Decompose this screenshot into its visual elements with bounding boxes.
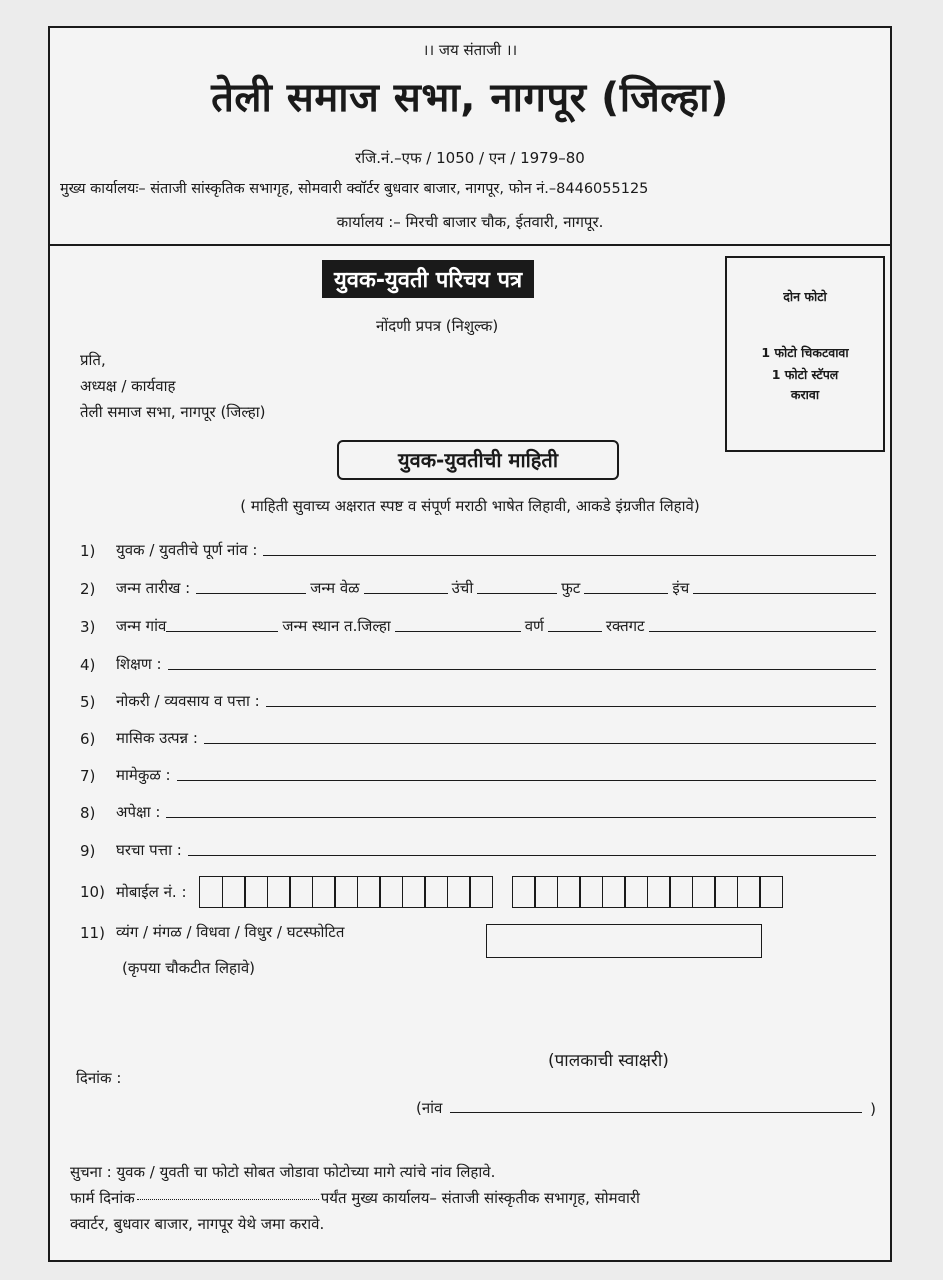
height-inch-input-line[interactable] <box>584 593 668 594</box>
field-label: घरचा पत्ता : <box>116 841 182 859</box>
mobile-digit-box[interactable] <box>692 876 716 908</box>
field-home-address <box>80 838 876 860</box>
mobile-digit-box[interactable] <box>379 876 403 908</box>
guardian-name-row <box>416 1094 876 1118</box>
mobile-digit-box[interactable] <box>714 876 738 908</box>
office-address: कार्यालय :– मिरची बाजार चौक, ईतवारी, नागपूर. <box>336 213 604 231</box>
mobile-digit-box[interactable] <box>222 876 246 908</box>
field-number: 2) <box>80 580 96 598</box>
field-birth-details <box>80 576 876 598</box>
form-until-text: पर्यंत मुख्य कार्यालय– संताजी सांस्कृतीक सभागृह, सोमवारी <box>320 1189 640 1207</box>
registration-form-subtitle: नोंदणी प्रपत्र (निशुल्क) <box>376 317 499 335</box>
complexion-input-line[interactable] <box>548 631 602 632</box>
mobile-digit-box[interactable] <box>557 876 581 908</box>
mobile-digit-box[interactable] <box>447 876 471 908</box>
mobile-digit-box[interactable] <box>512 876 536 908</box>
maternal-family-input-line[interactable] <box>177 780 876 781</box>
height-feet-input-line[interactable] <box>477 593 557 594</box>
form-date-label: फार्म दिनांक <box>70 1189 135 1207</box>
name-open-label: (नांव <box>416 1099 443 1117</box>
birth-time-input-line[interactable] <box>364 593 448 594</box>
field-education <box>80 652 876 674</box>
mobile-box-group-2[interactable] <box>513 876 783 908</box>
org-title: तेली समाज सभा, नागपूर (जिल्हा) <box>211 75 729 121</box>
photo-instruction-2: 1 फोटो स्टॅपल <box>771 367 839 382</box>
marital-status-input-box[interactable] <box>486 924 762 958</box>
instruction-text: ( माहिती सुवाच्य अक्षरात स्पष्ट व संपूर्ण मराठी भाषेत लिहावी, आकडे इंग्रजीत लिहावे) <box>240 497 700 515</box>
mobile-digit-box[interactable] <box>602 876 626 908</box>
field-number: 6) <box>80 730 96 748</box>
field-expectations <box>80 800 876 822</box>
info-section-title: युवक-युवतीची माहिती <box>337 440 619 480</box>
field-number: 4) <box>80 656 96 674</box>
form-date-row <box>70 1188 640 1208</box>
field-number: 8) <box>80 804 96 822</box>
birth-date-label: जन्म तारीख : <box>116 579 191 597</box>
field-occupation <box>80 689 876 711</box>
photo-box[interactable] <box>725 256 885 452</box>
inch-input-line[interactable] <box>693 593 876 594</box>
home-address-input-line[interactable] <box>188 855 876 856</box>
field-label: मासिक उत्पन्न : <box>116 729 198 747</box>
mobile-digit-box[interactable] <box>402 876 426 908</box>
expectations-input-line[interactable] <box>166 817 876 818</box>
mobile-digit-box[interactable] <box>289 876 313 908</box>
date-label: दिनांक : <box>76 1069 122 1087</box>
mobile-digit-box[interactable] <box>534 876 558 908</box>
monthly-income-input-line[interactable] <box>204 743 876 744</box>
photo-instruction-3: करावा <box>790 387 820 402</box>
guardian-name-input-line[interactable] <box>450 1112 862 1113</box>
mobile-digit-box[interactable] <box>244 876 268 908</box>
field-label: व्यंग / मंगळ / विधवा / विधुर / घटस्फोटित <box>116 923 345 941</box>
mobile-digit-box[interactable] <box>312 876 336 908</box>
addressee-role: अध्यक्ष / कार्यवाह <box>80 377 176 395</box>
field-mobile <box>80 874 876 910</box>
field-monthly-income <box>80 726 876 748</box>
field-number: 9) <box>80 842 96 860</box>
mobile-digit-box[interactable] <box>737 876 761 908</box>
blood-group-label: रक्तगट <box>605 617 645 635</box>
inch-label: इंच <box>672 579 690 597</box>
jay-santaji-text: ।। जय संताजी ।। <box>422 41 518 59</box>
photo-instruction-1: 1 फोटो चिकटवावा <box>761 345 849 360</box>
mobile-digit-box[interactable] <box>267 876 291 908</box>
mobile-digit-box[interactable] <box>357 876 381 908</box>
mobile-digit-box[interactable] <box>469 876 493 908</box>
field-number: 10) <box>80 883 105 901</box>
mobile-digit-box[interactable] <box>647 876 671 908</box>
field-label: मामेकुळ : <box>116 766 171 784</box>
mobile-digit-box[interactable] <box>199 876 223 908</box>
field-label: अपेक्षा : <box>116 803 161 821</box>
submit-address-text: क्वार्टर, बुधवार बाजार, नागपूर येथे जमा करावे. <box>70 1215 325 1233</box>
field-number: 1) <box>80 542 96 560</box>
marital-status-note: (कृपया चौकटीत लिहावे) <box>122 959 256 977</box>
mobile-digit-box[interactable] <box>624 876 648 908</box>
feet-label: फुट <box>561 579 581 597</box>
field-label: शिक्षण : <box>116 655 162 673</box>
occupation-input-line[interactable] <box>266 706 876 707</box>
field-label: युवक / युवतीचे पूर्ण नांव : <box>116 541 258 559</box>
field-maternal-family <box>80 763 876 785</box>
birth-place-input-line[interactable] <box>395 631 521 632</box>
birth-time-label: जन्म वेळ <box>310 579 360 597</box>
birth-village-input-line[interactable] <box>166 631 278 632</box>
complexion-label: वर्ण <box>524 617 544 635</box>
full-name-input-line[interactable] <box>263 555 876 556</box>
registration-form-page <box>48 26 892 1262</box>
mobile-digit-box[interactable] <box>334 876 358 908</box>
form-date-input-line[interactable] <box>137 1199 319 1200</box>
addressee-org: तेली समाज सभा, नागपूर (जिल्हा) <box>80 403 266 421</box>
field-number: 7) <box>80 767 96 785</box>
birth-place-label: जन्म स्थान त.जिल्हा <box>282 617 391 635</box>
field-number: 5) <box>80 693 96 711</box>
field-number: 3) <box>80 618 96 636</box>
mobile-digit-box[interactable] <box>579 876 603 908</box>
form-title: युवक-युवती परिचय पत्र <box>322 260 534 298</box>
addressee-prati: प्रति, <box>80 351 106 369</box>
field-full-name <box>80 538 876 560</box>
registration-number: रजि.नं.–एफ / 1050 / एन / 1979–80 <box>355 149 585 167</box>
header-divider <box>50 244 890 246</box>
mobile-digit-box[interactable] <box>424 876 448 908</box>
mobile-digit-box[interactable] <box>669 876 693 908</box>
mobile-digit-box[interactable] <box>759 876 783 908</box>
birth-date-input-line[interactable] <box>196 593 306 594</box>
mobile-box-group-1[interactable] <box>201 876 494 908</box>
notice-text: सुचना : युवक / युवती चा फोटो सोबत जोडावा फोटोच्या मागे त्यांचे नांव लिहावे. <box>70 1163 496 1181</box>
blood-group-input-line[interactable] <box>649 631 876 632</box>
photo-box-title: दोन फोटो <box>783 289 827 304</box>
height-label: उंची <box>451 579 474 597</box>
field-birth-place <box>80 614 876 636</box>
birth-village-label: जन्म गांव <box>116 617 167 635</box>
field-label: नोकरी / व्यवसाय व पत्ता : <box>116 692 260 710</box>
name-close-label: ) <box>870 1100 876 1118</box>
field-number: 11) <box>80 924 105 942</box>
guardian-signature-label: (पालकाची स्वाक्षरी) <box>548 1051 669 1071</box>
main-office-address: मुख्य कार्यालयः– संताजी सांस्कृतिक सभागृह, सोमवारी क्वॉर्टर बुधवार बाजार, नागपूर, फोन नं.–8446055125 <box>60 181 649 197</box>
education-input-line[interactable] <box>168 669 876 670</box>
field-label: मोबाईल नं. : <box>116 883 187 901</box>
